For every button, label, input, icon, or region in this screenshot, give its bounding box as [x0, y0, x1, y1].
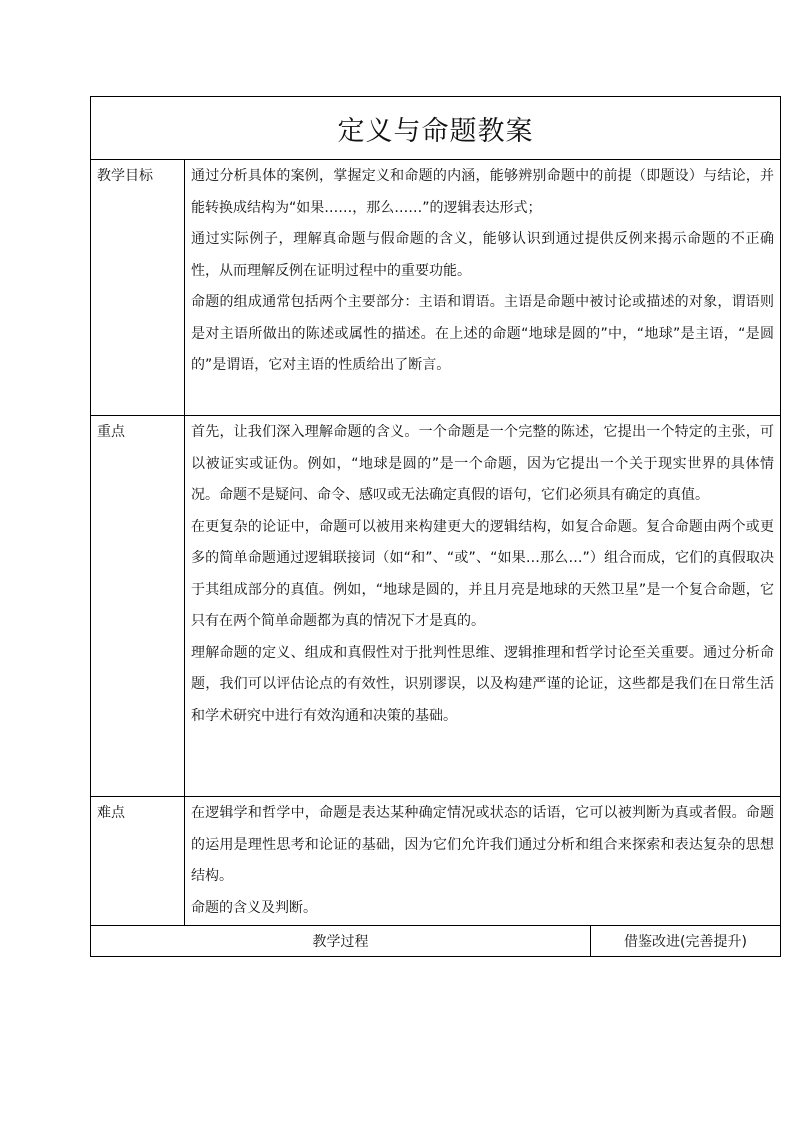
section-row-key-points	[91, 416, 781, 797]
paragraph: 在逻辑学和哲学中，命题是表达某种确定情况或状态的话语，它可以被判断为真或者假。命题的运用是理性思考和论证的基础，因为它们允许我们通过分析和组合来探索和表达复杂的思想结构。	[191, 805, 775, 884]
paragraph: 首先，让我们深入理解命题的含义。一个命题是一个完整的陈述，它提出一个特定的主张，可以被证实或证伪。例如，“地球是圆的”是一个命题，因为它提出一个关于现实世界的具体情况。命题不是疑问、命令、感叹或无法确定真假的语句，它们必须具有确定的真值。	[191, 424, 775, 503]
section-label-difficulties: 难点	[91, 797, 185, 926]
section-label-key-points: 重点	[91, 416, 185, 797]
section-row-difficulties	[91, 797, 781, 926]
paragraph: 在更复杂的论证中，命题可以被用来构建更大的逻辑结构，如复合命题。复合命题由两个或更多的简单命题通过逻辑联接词（如“和”、“或”、“如果…那么…”）组合而成，它们的真假取决于其组成部分的真值。例如，“地球是圆的，并且月亮是地球的天然卫星”是一个复合命题，它只有在两个简单命题都为真的情况下才是真的。	[191, 518, 775, 629]
teaching-process-header: 教学过程	[91, 926, 591, 957]
title-row	[91, 97, 781, 160]
improvement-header: 借鉴改进(完善提升)	[591, 926, 781, 957]
paragraph: 通过实际例子，理解真命题与假命题的含义，能够认识到通过提供反例来揭示命题的不正确性，从而理解反例在证明过程中的重要功能。	[191, 231, 775, 279]
footer-row	[91, 926, 781, 957]
section-row-objectives	[91, 160, 781, 416]
section-content-objectives	[185, 160, 781, 416]
paragraph: 命题的组成通常包括两个主要部分：主语和谓语。主语是命题中被讨论或描述的对象，谓语则是对主语所做出的陈述或属性的描述。在上述的命题“地球是圆的”中，“地球”是主语，“是圆的”是谓语，它对主语的性质给出了断言。	[191, 294, 775, 373]
paragraph: 通过分析具体的案例，掌握定义和命题的内涵，能够辨别命题中的前提（即题设）与结论，并能转换成结构为“如果……，那么……”的逻辑表达形式；	[191, 168, 775, 216]
section-content-difficulties	[185, 797, 781, 926]
section-label-objectives: 教学目标	[91, 160, 185, 416]
lesson-plan-table	[90, 96, 781, 957]
page-title: 定义与命题教案	[337, 115, 534, 147]
lesson-plan-sheet	[90, 96, 780, 957]
paragraph: 命题的含义及判断。	[191, 899, 317, 916]
section-content-key-points	[185, 416, 781, 797]
paragraph: 理解命题的定义、组成和真假性对于批判性思维、逻辑推理和哲学讨论至关重要。通过分析命题，我们可以评估论点的有效性，识别谬误，以及构建严谨的论证，这些都是我们在日常生活和学术研究中进行有效沟通和决策的基础。	[191, 644, 775, 724]
